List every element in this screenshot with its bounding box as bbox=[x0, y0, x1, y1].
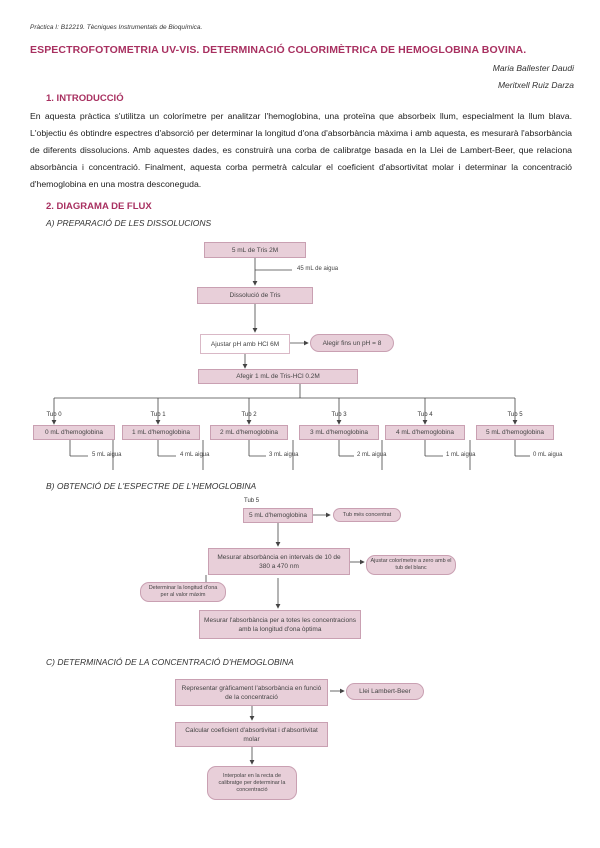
tube-3-water: 2 mL aigua bbox=[357, 452, 387, 458]
max-wavelength-note: Determinar la longitud d'ona per al valor màxim bbox=[140, 582, 226, 602]
section-c-title: C) DETERMINACIÓ DE LA CONCENTRACIÓ D'HEMOGLOBINA bbox=[46, 657, 294, 667]
intro-heading: 1. INTRODUCCIÓ bbox=[46, 93, 124, 104]
tube-5-label: Tub 5 bbox=[507, 412, 523, 418]
tube-2-label: Tub 2 bbox=[241, 412, 257, 418]
tube-1-water: 4 mL aigua bbox=[180, 452, 210, 458]
step-adjust-ph: Ajustar pH amb HCl 6M bbox=[200, 334, 290, 354]
water-45ml-label: 45 mL de aigua bbox=[297, 266, 339, 272]
tube-2-hemoglobin: 2 mL d'hemoglobina bbox=[210, 425, 288, 440]
calculate-coefficient-step: Calcular coeficient d'absortivitat i d'absortivitat molar bbox=[175, 722, 328, 747]
intro-paragraph: En aquesta pràctica s'utilitza un colorímetre per analitzar l'hemoglobina, una proteïna que absorbeix llum, especialment la llum blava. L'objectiu és obtindre espectres d'absorció per determinar la longitud d'ona d'absorbància màxima i amb aquesta, es mesurarà l'absorbància de diferents dissolucions. Amb aquestes dades, es construirà una corba de calibratge basada en la Llei de Lambert-Beer, que relaciona absorbància i concentració. Finalment, aquesta corba permetrà calcular el coeficient d'absortivitat molar i determinar la concentració d'hemoglobina en una mostra desconeguda. bbox=[30, 111, 572, 189]
section-b-title: B) OBTENCIÓ DE L'ESPECTRE DE L'HEMOGLOBINA bbox=[46, 481, 257, 491]
calibrate-zero-note: Ajustar colorímetre a zero amb el tub del blanc bbox=[366, 555, 456, 575]
step-tris-5ml: 5 mL de Tris 2M bbox=[204, 242, 306, 258]
author-1: Maria Ballester Daudi bbox=[492, 63, 574, 73]
author-2: Meritxell Ruiz Darza bbox=[497, 80, 574, 90]
measure-absorbance-intervals: Mesurar absorbància en intervals de 10 de 380 a 470 nm bbox=[208, 548, 350, 575]
section-b-tube-label: Tub 5 bbox=[244, 498, 260, 504]
tube-4-hemoglobin: 4 mL d'hemoglobina bbox=[385, 425, 465, 440]
course-header: Pràctica I: B12219. Tècniques Instrumentals de Bioquímica. bbox=[30, 24, 203, 31]
tube-3-label: Tub 3 bbox=[331, 412, 347, 418]
tube-0-hemoglobin: 0 mL d'hemoglobina bbox=[33, 425, 115, 440]
plot-absorbance-step: Representar gràficament l'absorbància en funció de la concentració bbox=[175, 679, 328, 706]
tube-1-label: Tub 1 bbox=[150, 412, 166, 418]
tube-4-label: Tub 4 bbox=[417, 412, 433, 418]
section-b-hemoglobin: 5 mL d'hemoglobina bbox=[243, 508, 313, 523]
flow-heading: 2. DIAGRAMA DE FLUX bbox=[46, 201, 152, 212]
step-tris-dissolution: Dissolució de Tris bbox=[197, 287, 313, 304]
tube-3-hemoglobin: 3 mL d'hemoglobina bbox=[299, 425, 379, 440]
tube-4-water: 1 mL aigua bbox=[446, 452, 476, 458]
interpolate-calibration-step: Interpolar en la recta de calibratge per determinar la concentració bbox=[207, 766, 297, 800]
step-add-tris-hcl: Afegir 1 mL de Tris-HCl 0.2M bbox=[198, 369, 358, 384]
section-a-title: A) PREPARACIÓ DE LES DISSOLUCIONS bbox=[46, 218, 212, 228]
tube-2-water: 3 mL aigua bbox=[269, 452, 299, 458]
tube-5-water: 0 mL aigua bbox=[533, 452, 563, 458]
tube-5-hemoglobin: 5 mL d'hemoglobina bbox=[476, 425, 554, 440]
tube-1-hemoglobin: 1 mL d'hemoglobina bbox=[122, 425, 200, 440]
most-concentrated-note: Tub més concentrat bbox=[333, 508, 401, 522]
tube-0-label: Tub 0 bbox=[46, 412, 62, 418]
tube-0-water: 5 mL aigua bbox=[92, 452, 122, 458]
lambert-beer-note: Llei Lambert-Beer bbox=[346, 683, 424, 700]
measure-all-concentrations: Mesurar l'absorbància per a totes les concentracions amb la longitud d'ona òptima bbox=[199, 610, 361, 639]
page-title: ESPECTROFOTOMETRIA UV-VIS. DETERMINACIÓ COLORIMÈTRICA DE HEMOGLOBINA BOVINA. bbox=[30, 44, 527, 56]
step-ph-8: Alegir fins un pH = 8 bbox=[310, 334, 394, 352]
